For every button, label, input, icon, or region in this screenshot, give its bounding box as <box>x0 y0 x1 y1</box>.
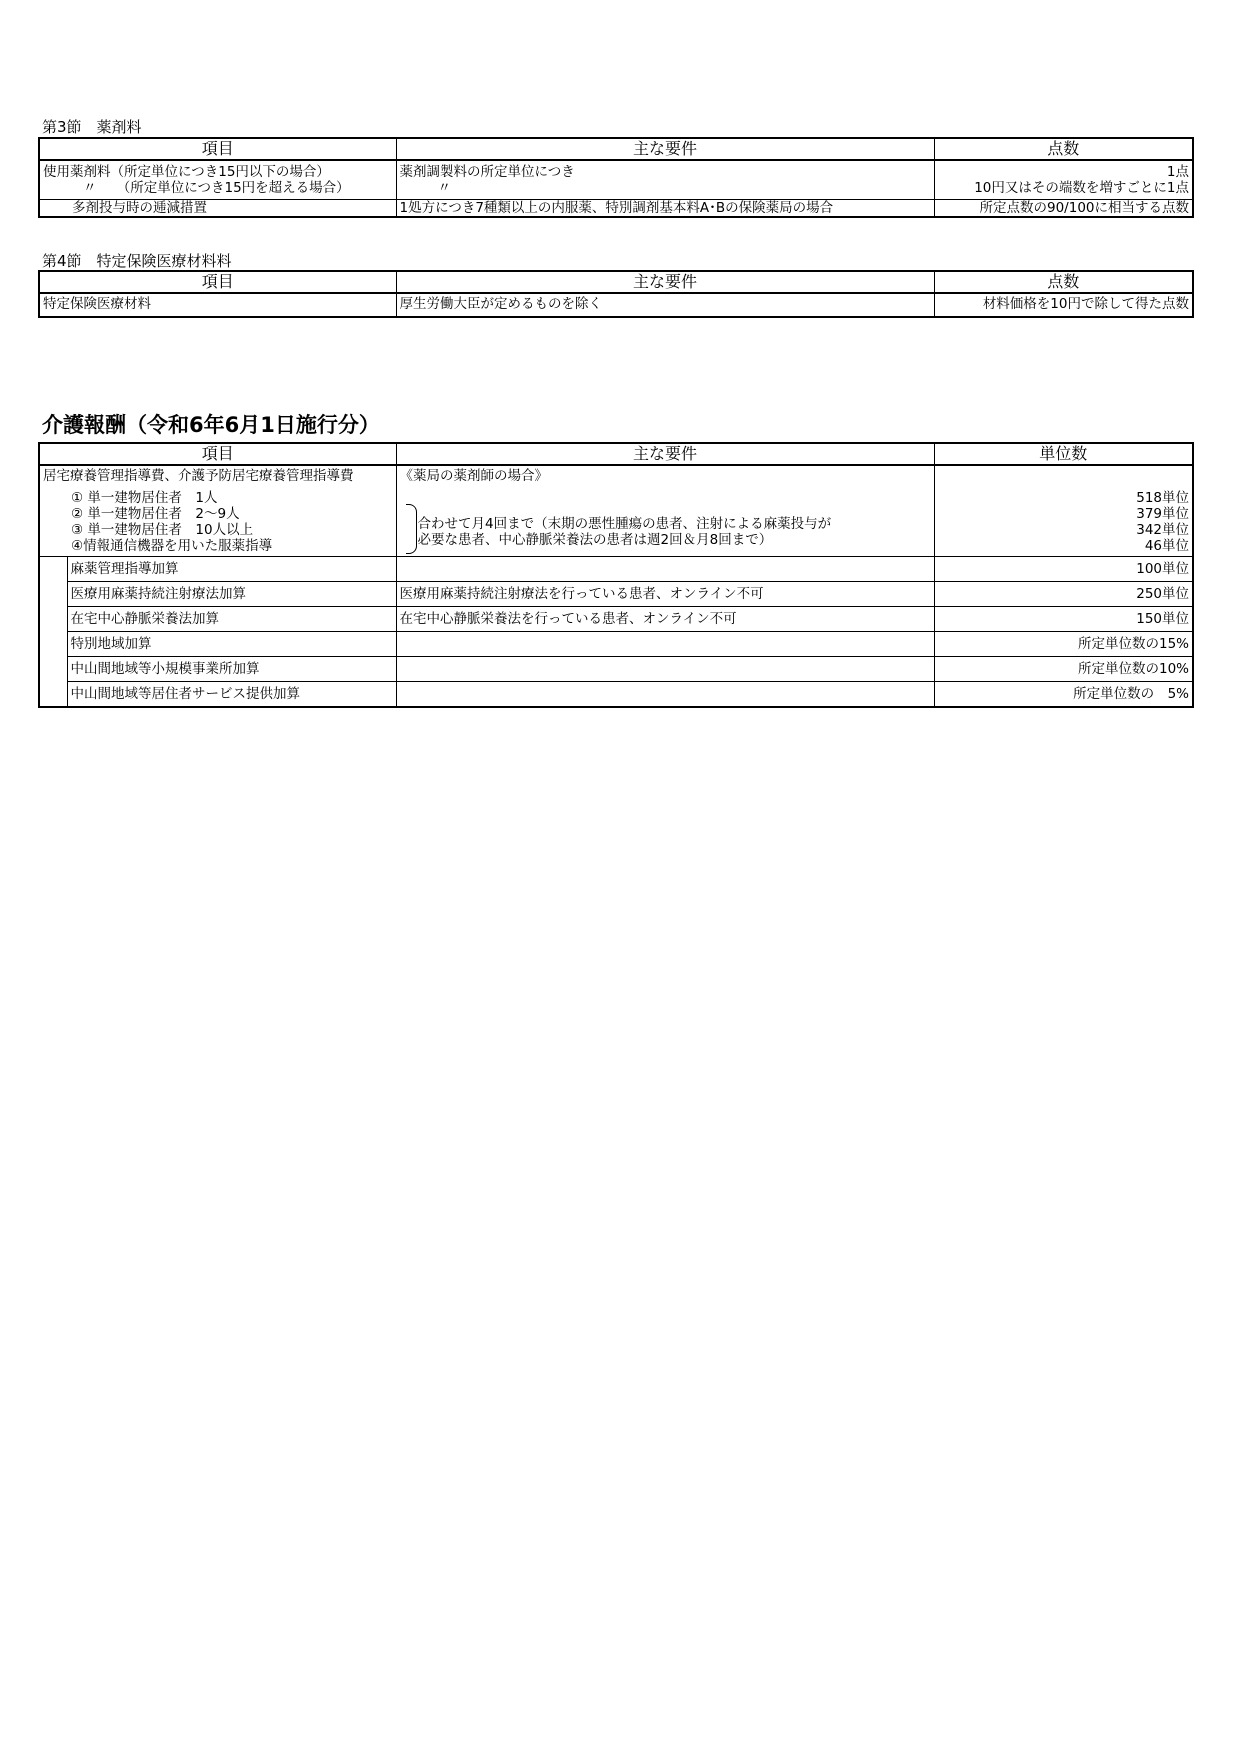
row-item: 使用薬剤料（所定単位につき15円以下の場合） <box>43 164 330 180</box>
row-item: 多剤投与時の逓減措置 <box>39 200 396 218</box>
main-requirement: 《薬局の薬剤師の場合》 <box>399 468 549 484</box>
section4-title: 第4節 特定保険医療材料料 <box>42 252 232 270</box>
brace-text-line: 合わせて月4回まで（末期の悪性腫瘍の患者、注射による麻薬投与が <box>417 516 832 532</box>
addon-requirement <box>396 657 934 682</box>
kaigo-table <box>38 442 1194 708</box>
header-item: 項目 <box>39 138 396 160</box>
row-requirement: 1処方につき7種類以上の内服薬、特別調剤基本料A･Bの保険薬局の場合 <box>396 200 934 218</box>
brace-text-line: 必要な患者、中心静脈栄養法の患者は週2回＆月8回まで） <box>417 532 773 548</box>
subitem: ③ 単一建物居住者 10人以上 <box>71 522 254 538</box>
main-item: 居宅療養管理指導費、介護予防居宅療養管理指導費 <box>43 468 354 484</box>
header-requirement: 主な要件 <box>396 138 934 160</box>
subitem-units: 46単位 <box>1144 538 1190 554</box>
subitem-units: 518単位 <box>1136 490 1190 506</box>
addon-item: 在宅中心静脈栄養法加算 <box>67 607 396 632</box>
row-requirement: 厚生労働大臣が定めるものを除く <box>396 293 934 317</box>
subitem: ④情報通信機器を用いた服薬指導 <box>71 538 273 554</box>
addon-units: 150単位 <box>934 607 1193 632</box>
row-item: 特定保険医療材料 <box>39 293 396 317</box>
brace-icon <box>406 504 417 554</box>
addon-requirement <box>396 632 934 657</box>
table-row <box>39 465 1193 557</box>
addon-item: 麻薬管理指導加算 <box>67 557 396 582</box>
table-row <box>39 200 1193 218</box>
table-row <box>39 160 1193 200</box>
row-requirement: 〃 <box>437 180 451 196</box>
addon-item: 中山間地域等小規模事業所加算 <box>67 657 396 682</box>
row-item: 〃 （所定単位につき15円を超える場合） <box>83 180 350 196</box>
section3-title: 第3節 薬剤料 <box>42 118 142 136</box>
table-row <box>39 557 1193 582</box>
addon-requirement <box>396 557 934 582</box>
section3-table <box>38 137 1194 218</box>
addon-requirement <box>396 682 934 708</box>
subitem-units: 342単位 <box>1136 522 1190 538</box>
row-points: 1点 <box>1166 164 1189 180</box>
subitem: ① 単一建物居住者 1人 <box>71 490 218 506</box>
header-requirement: 主な要件 <box>396 443 934 465</box>
table-row <box>39 682 1193 708</box>
table-header-row <box>39 271 1193 293</box>
addon-units: 100単位 <box>934 557 1193 582</box>
row-points: 所定点数の90/100に相当する点数 <box>934 200 1193 218</box>
table-row <box>39 632 1193 657</box>
table-header-row <box>39 443 1193 465</box>
subitem: ② 単一建物居住者 2～9人 <box>71 506 240 522</box>
addon-units: 所定単位数の15% <box>934 632 1193 657</box>
addon-item: 特別地域加算 <box>67 632 396 657</box>
header-requirement: 主な要件 <box>396 271 934 293</box>
header-item: 項目 <box>39 443 396 465</box>
table-row <box>39 657 1193 682</box>
table-row <box>39 293 1193 317</box>
addon-item: 医療用麻薬持続注射療法加算 <box>67 582 396 607</box>
header-points: 点数 <box>934 138 1193 160</box>
header-units: 単位数 <box>934 443 1193 465</box>
section4-table <box>38 270 1194 318</box>
addon-units: 所定単位数の10% <box>934 657 1193 682</box>
table-row <box>39 607 1193 632</box>
header-points: 点数 <box>934 271 1193 293</box>
addon-item: 中山間地域等居住者サービス提供加算 <box>67 682 396 708</box>
table-row <box>39 582 1193 607</box>
addon-requirement: 医療用麻薬持続注射療法を行っている患者、オンライン不可 <box>396 582 934 607</box>
subitem-units: 379単位 <box>1136 506 1190 522</box>
brace-group <box>400 484 931 550</box>
row-requirement: 薬剤調製料の所定単位につき <box>399 164 575 180</box>
addon-units: 250単位 <box>934 582 1193 607</box>
row-points: 10円又はその端数を増すごとに1点 <box>974 180 1189 196</box>
row-points: 材料価格を10円で除して得た点数 <box>934 293 1193 317</box>
addon-requirement: 在宅中心静脈栄養法を行っている患者、オンライン不可 <box>396 607 934 632</box>
header-item: 項目 <box>39 271 396 293</box>
addon-units: 所定単位数の 5% <box>934 682 1193 708</box>
kaigo-title: 介護報酬（令和6年6月1日施行分） <box>42 413 380 437</box>
table-header-row <box>39 138 1193 160</box>
